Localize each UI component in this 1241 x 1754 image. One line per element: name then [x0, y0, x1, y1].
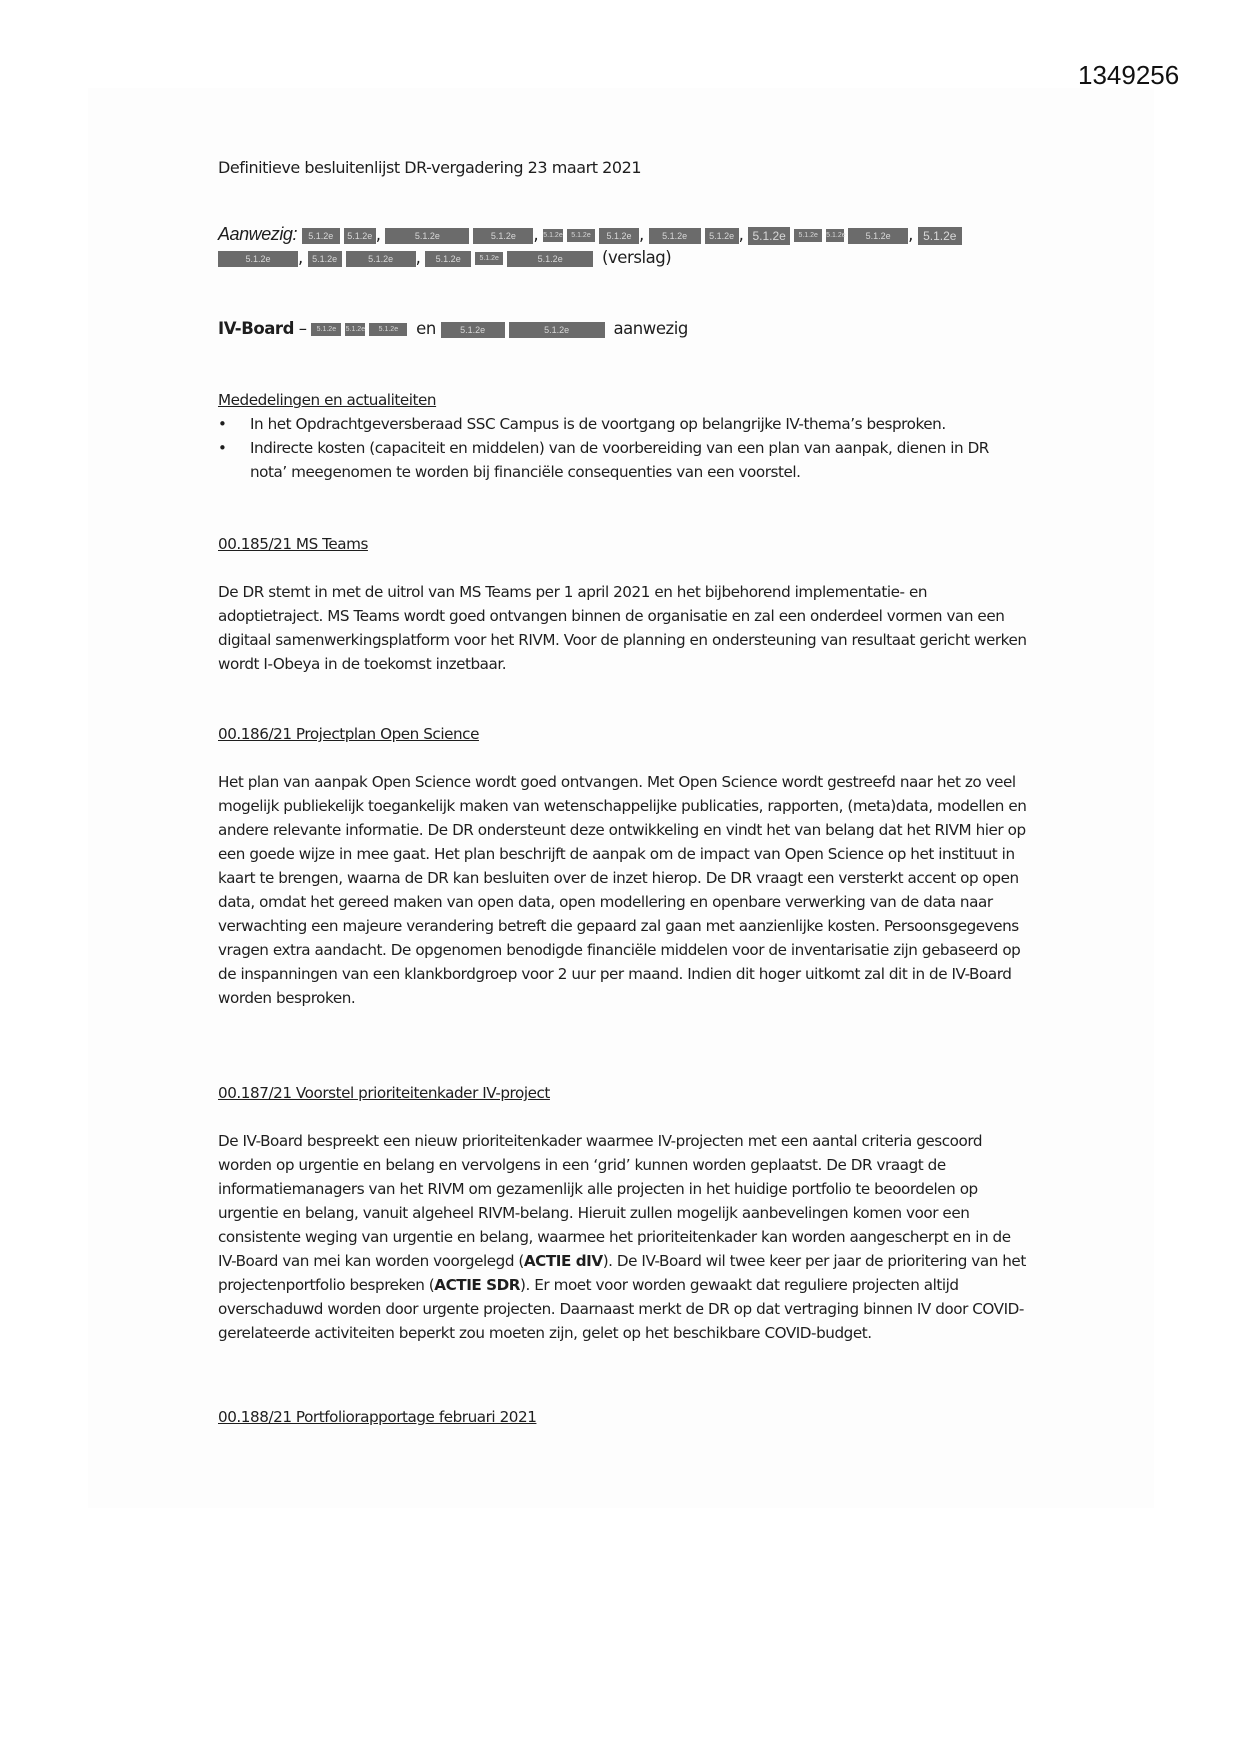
section-heading: 00.188/21 Portfoliorapportage februari 2021: [218, 1408, 537, 1426]
redaction: 5.1.2e: [509, 322, 605, 338]
redaction: 5.1.2e: [543, 229, 563, 242]
section-open-science: [218, 722, 1028, 1010]
section-heading: 00.187/21 Voorstel prioriteitenkader IV-project: [218, 1084, 550, 1102]
redaction: 5.1.2e: [848, 228, 908, 244]
announcements-heading: Mededelingen en actualiteiten: [218, 391, 437, 409]
redaction: 5.1.2e: [218, 251, 298, 267]
connector: en: [416, 319, 436, 338]
iv-board-label: IV-Board: [218, 319, 294, 338]
announcement-item: • In het Opdrachtgeversberaad SSC Campus is de voortgang op belangrijke IV-thema’s besproken.: [218, 412, 1028, 436]
dash: –: [298, 319, 307, 338]
attendance-line-1: Aanwezig: 5.1.2e 5.1.2e , 5.1.2e 5.1.2e , 5.1.2e 5.1.2e 5.1.2e , 5.1.2e 5.1.2e , 5.1.2e 5.1.2e 5.1.2e 5.1.2e , 5.1.2e: [218, 222, 966, 247]
section-body: [218, 1129, 1028, 1345]
section-ms-teams: [218, 532, 1028, 676]
redaction: 5.1.2e: [311, 323, 341, 336]
redaction: 5.1.2e: [649, 228, 701, 244]
body-text: ). De IV-Board wil twee keer per jaar de prioritering van het projectenportfolio bespreken (: [218, 1252, 1026, 1294]
attendance-line-2: 5.1.2e , 5.1.2e 5.1.2e , 5.1.2e 5.1.2e 5.1.2e (verslag): [218, 246, 671, 270]
redaction: 5.1.2e: [473, 228, 533, 244]
redaction: 5.1.2e: [918, 227, 962, 245]
redaction: 5.1.2e: [385, 228, 469, 244]
iv-board-line: [218, 317, 688, 341]
section-heading: 00.185/21 MS Teams: [218, 535, 368, 553]
redaction: 5.1.2e: [344, 228, 376, 244]
redaction: 5.1.2e: [308, 251, 342, 267]
redaction: 5.1.2e: [794, 229, 822, 242]
redaction: 5.1.2e: [748, 227, 790, 245]
section-body: De DR stemt in met de uitrol van MS Teams per 1 april 2021 en het bijbehorend implementatie- en adoptietraject. MS Teams wordt goed ontvangen binnen de organisatie en zal een onderdeel vormen van een digitaal samenwerkingsplatform voor het RIVM. Voor de planning en ondersteuning van resultaat gericht werken wordt I-Obeya in de toekomst inzetbaar.: [218, 583, 1027, 673]
document-title: Definitieve besluitenlijst DR-vergadering 23 maart 2021: [218, 158, 642, 177]
body-text: De IV-Board bespreekt een nieuw prioriteitenkader waarmee IV-projecten met een aantal criteria gescoord worden op urgentie en belang en vervolgens in een ‘grid’ kunnen worden geplaatst. De DR vraagt de informatiemanagers van het RIVM om gezamenlijk alle projecten in het huidige portfolio te beoordelen op urgentie en belang, vanuit algeheel RIVM-belang. Hieruit zullen mogelijk aanbevelingen komen voor een consistente weging van urgentie en belang, waarmee het prioriteitenkader kan worden aangescherpt en in de IV-Board van mei kan worden voorgelegd (: [218, 1132, 1011, 1270]
announcements-section: [218, 388, 1028, 484]
redaction: 5.1.2e: [705, 228, 739, 244]
redaction: 5.1.2e: [826, 229, 844, 242]
redaction: 5.1.2e: [475, 252, 503, 265]
redaction: 5.1.2e: [369, 323, 407, 336]
section-portfolio: [218, 1405, 1028, 1429]
section-prioriteitenkader: [218, 1081, 1028, 1345]
action-tag: ACTIE SDR: [434, 1276, 521, 1294]
redaction: 5.1.2e: [599, 228, 639, 244]
redaction: 5.1.2e: [346, 251, 416, 267]
redaction: 5.1.2e: [441, 322, 505, 338]
section-body: Het plan van aanpak Open Science wordt goed ontvangen. Met Open Science wordt gestreefd naar het zo veel mogelijk publiekelijk toegankelijk maken van wetenschappelijke publicaties, rapporten, (meta)data, modellen en andere relevante informatie. De DR ondersteunt deze ontwikkeling en vindt het van belang dat het RIVM hier op een goede wijze in mee gaat. Het plan beschrijft de aanpak om de impact van Open Science op het instituut in kaart te brengen, waarna de DR kan besluiten over de inzet hierop. De DR vraagt een versterkt accent op open data, omdat het gereed maken van open data, open modellering en openbare verwerking van de data naar verwachting een majeure verandering betreft die gepaard zal gaan met aanzienlijke kosten. Persoonsgegevens vragen extra aandacht. De opgenomen benodigde financiële middelen voor de inventarisatie zijn gebaseerd op de inspanningen van een klankbordgroep voor 2 uur per maand. Indien dit hoger uitkomt zal dit in de IV-Board worden besproken.: [218, 773, 1027, 1007]
redaction: 5.1.2e: [302, 228, 340, 244]
attendance-suffix: (verslag): [601, 248, 672, 267]
action-tag: ACTIE dIV: [523, 1252, 603, 1270]
body-text: ). Er moet voor worden gewaakt dat reguliere projecten altijd overschaduwd worden door urgente projecten. Daarnaast merkt de DR op dat vertraging binnen IV door COVID-gerelateerde activiteiten beperkt zou moeten zijn, gelet op het beschikbare COVID-budget.: [218, 1276, 1024, 1342]
announcement-item: • Indirecte kosten (capaciteit en middelen) van de voorbereiding van een plan van aanpak, dienen in DR nota’ meegenomen te worden bij financiële consequenties van een voorstel.: [218, 436, 1028, 484]
section-heading: 00.186/21 Projectplan Open Science: [218, 725, 479, 743]
iv-board-suffix: aanwezig: [613, 319, 688, 338]
redaction: 5.1.2e: [345, 323, 365, 336]
redaction: 5.1.2e: [425, 251, 471, 267]
document-id: 1349256: [1078, 60, 1180, 90]
redaction: 5.1.2e: [567, 229, 595, 242]
attendance-label: Aanwezig:: [218, 224, 297, 244]
redaction: 5.1.2e: [507, 251, 593, 267]
